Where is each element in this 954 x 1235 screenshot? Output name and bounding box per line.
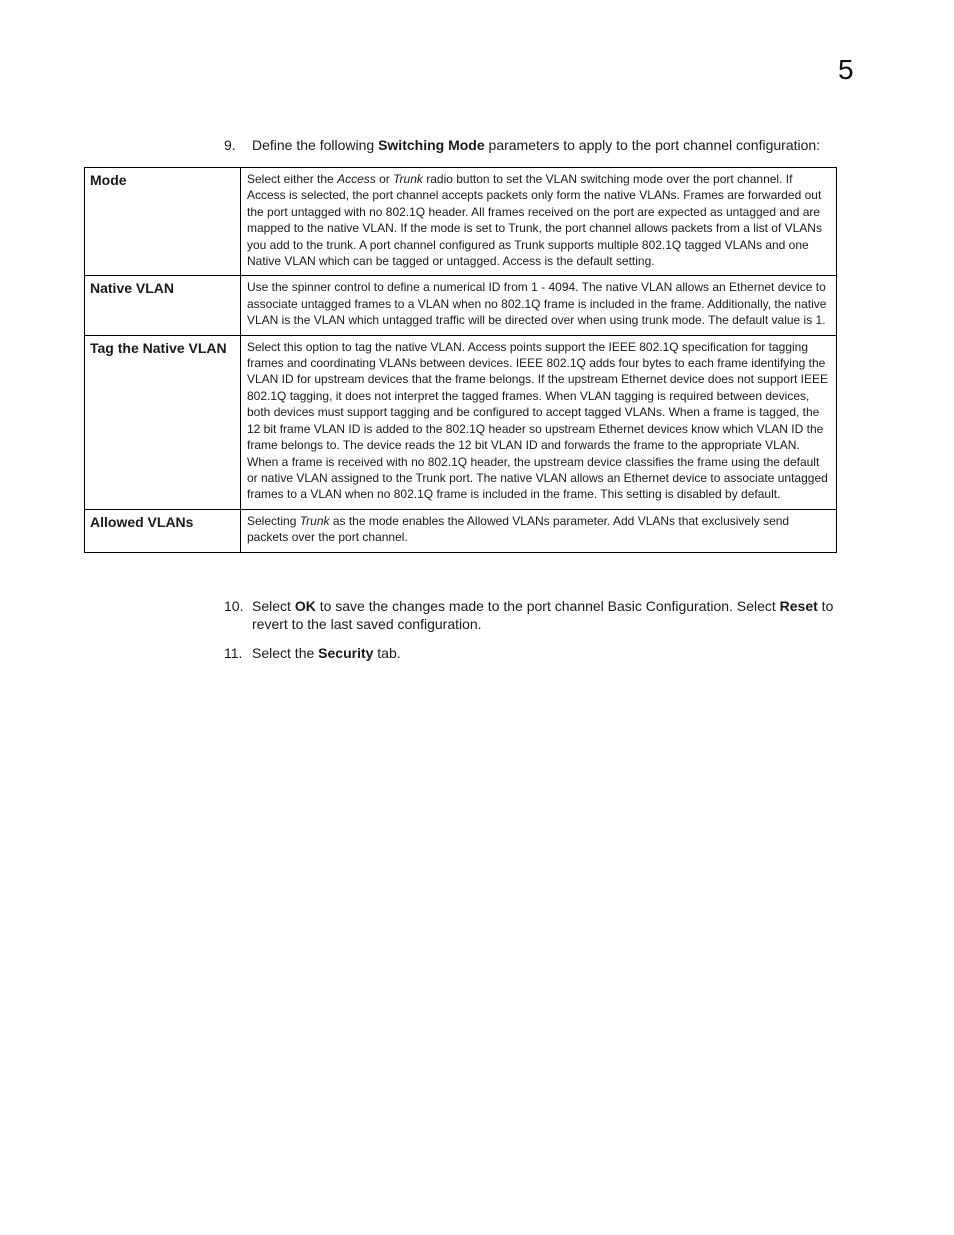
param-label-allowed-vlans: Allowed VLANs (85, 509, 241, 552)
step-number: 11. (224, 645, 243, 661)
chapter-number: 5 (838, 54, 854, 85)
desc-part: as the mode enables the Allowed VLANs parameter. Add VLANs that exclusively send packets over the port channel. (247, 513, 790, 545)
step-number: 10. (224, 598, 244, 614)
param-label-native-vlan: Native VLAN (85, 276, 241, 335)
step-9 (224, 136, 864, 154)
table-row (85, 509, 837, 552)
desc-italic: Trunk (299, 513, 330, 528)
step-number: 9. (224, 137, 236, 153)
param-description (241, 509, 837, 552)
step-text-part: parameters to apply to the port channel configuration: (484, 137, 821, 153)
param-description: Use the spinner control to define a numerical ID from 1 - 4094. The native VLAN allows an Ethernet device to associate untagged frames to a VLAN when no 802.1Q frame is included in the frame. Additionally, the native VLAN is the VLAN which untagged traffic will be directed over when using trunk mode. The default value is 1. (241, 276, 837, 335)
table-row (85, 335, 837, 509)
ui-term-reset: Reset (779, 598, 818, 614)
param-description (241, 168, 837, 276)
ui-term-security: Security (318, 645, 374, 661)
param-description: Select this option to tag the native VLAN. Access points support the IEEE 802.1Q specification for tagging frames and coordinating VLANs between devices. IEEE 802.1Q adds four bytes to each frame identifying the VLAN ID for upstream devices that the frame belongs. If the upstream Ethernet device does not support IEEE 802.1Q tagging, it does not interpret the tagged frames. When VLAN tagging is required between devices, both devices must support tagging and be configured to accept tagged VLANs. When a frame is tagged, the 12 bit frame VLAN ID is added to the 802.1Q header so upstream Ethernet devices know which VLAN ID the frame belongs to. The device reads the 12 bit VLAN ID and forwards the frame to the appropriate VLAN. When a frame is received with no 802.1Q header, the upstream device classifies the frame using the default or native VLAN assigned to the Trunk port. The native VLAN allows an Ethernet device to associate untagged frames to a VLAN when no 802.1Q frame is included in the frame. This setting is disabled by default. (241, 335, 837, 509)
table-row (85, 276, 837, 335)
table-row (85, 168, 837, 276)
desc-part: Selecting (247, 513, 300, 528)
param-label-tag-native-vlan: Tag the Native VLAN (85, 335, 241, 509)
step-10 (224, 597, 864, 633)
step-text-part: to save the changes made to the port channel Basic Configuration. Select (315, 598, 780, 614)
desc-part: or (375, 172, 394, 186)
step-text-part: to revert to the last saved configuration. (252, 598, 834, 632)
desc-part: radio button to set the VLAN switching mode over the port channel. If Access is selected, the port channel accepts packets only form the native VLANs. Frames are forwarded out the port untagged with no 802.1Q header. All frames received on the port are expected as untagged and are mapped to the native VLAN. If the mode is set to Trunk, the port channel allows packets from a list of VLANs you add to the trunk. A port channel configured as Trunk supports multiple 802.1Q tagged VLANs and one Native VLAN which can be tagged or untagged. Access is the default setting. (247, 172, 822, 269)
step-text (252, 597, 864, 633)
ui-term-ok: OK (294, 598, 316, 614)
step-text (252, 136, 864, 154)
param-label-mode: Mode (85, 168, 241, 276)
parameters-table (84, 167, 837, 553)
ui-term-switching-mode: Switching Mode (378, 137, 485, 153)
desc-italic: Trunk (393, 172, 423, 186)
step-text-part: Select the (252, 645, 319, 661)
desc-part: Select either the (247, 172, 338, 186)
step-text-part: tab. (373, 645, 401, 661)
step-11 (224, 644, 864, 662)
step-text (252, 644, 864, 662)
desc-italic: Access (337, 172, 376, 186)
step-text-part: Select (252, 598, 295, 614)
step-text-part: Define the following (252, 137, 379, 153)
